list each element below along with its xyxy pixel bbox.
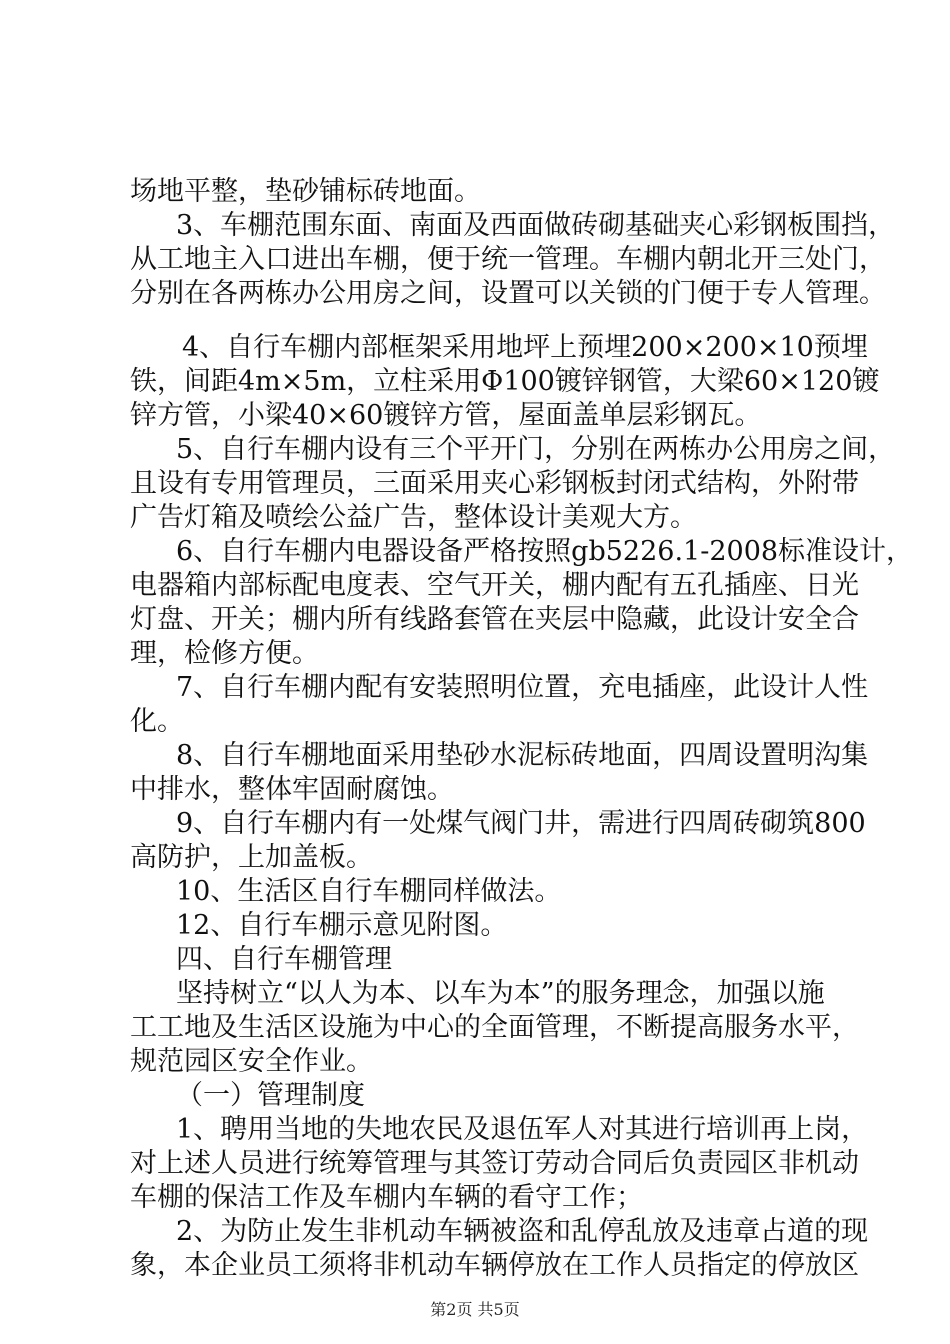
text-line: 且设有专用管理员，三面采用夹心彩钢板封闭式结构，外附带 <box>130 468 859 499</box>
text-line: 12、自行车棚示意见附图。 <box>176 910 508 941</box>
text-line: 化。 <box>130 706 184 737</box>
text-line: 8、自行车棚地面采用垫砂水泥标砖地面，四周设置明沟集 <box>176 740 869 771</box>
text-line: 6、自行车棚内电器设备严格按照gb5226.1-2008标准设计， <box>176 536 914 567</box>
subsection-heading: （一）管理制度 <box>176 1080 365 1111</box>
section-heading: 四、自行车棚管理 <box>176 944 392 975</box>
text-line: 10、生活区自行车棚同样做法。 <box>176 876 562 907</box>
text-line: 9、自行车棚内有一处煤气阀门井，需进行四周砖砌筑800 <box>176 808 866 839</box>
text-line: 灯盘、开关；棚内所有线路套管在夹层中隐藏，此设计安全合 <box>130 604 859 635</box>
text-line: 锌方管，小梁40×60镀锌方管，屋面盖单层彩钢瓦。 <box>130 400 762 431</box>
text-line: 铁，间距4m×5m，立柱采用Φ100镀锌钢管，大梁60×120镀 <box>130 366 880 397</box>
text-line: 从工地主入口进出车棚，便于统一管理。车棚内朝北开三处门， <box>130 244 886 275</box>
text-line: 象，本企业员工须将非机动车辆停放在工作人员指定的停放区 <box>130 1250 859 1281</box>
text-line: 4、自行车棚内部框架采用地坪上预埋200×200×10预埋 <box>182 332 868 363</box>
text-line: 5、自行车棚内设有三个平开门，分别在两栋办公用房之间， <box>176 434 896 465</box>
text-line: 中排水，整体牢固耐腐蚀。 <box>130 774 454 805</box>
text-line: 工工地及生活区设施为中心的全面管理，不断提高服务水平， <box>130 1012 859 1043</box>
text-line: 坚持树立“以人为本、以车为本”的服务理念，加强以施 <box>176 978 825 1009</box>
text-line: 分别在各两栋办公用房之间，设置可以关锁的门便于专人管理。 <box>130 278 886 309</box>
text-line: 1、聘用当地的失地农民及退伍军人对其进行培训再上岗， <box>176 1114 869 1145</box>
text-line: 电器箱内部标配电度表、空气开关，棚内配有五孔插座、日光 <box>130 570 859 601</box>
text-line: 广告灯箱及喷绘公益广告，整体设计美观大方。 <box>130 502 697 533</box>
text-line: 规范园区安全作业。 <box>130 1046 373 1077</box>
text-line: 理，检修方便。 <box>130 638 319 669</box>
text-line: 高防护，上加盖板。 <box>130 842 373 873</box>
text-line: 2、为防止发生非机动车辆被盗和乱停乱放及违章占道的现 <box>176 1216 869 1247</box>
text-line: 7、自行车棚内配有安装照明位置，充电插座，此设计人性 <box>176 672 869 703</box>
page-number: 第2页 共5页 <box>430 1300 520 1319</box>
text-line: 3、车棚范围东面、南面及西面做砖砌基础夹心彩钢板围挡， <box>176 210 896 241</box>
text-line: 场地平整，垫砂铺标砖地面。 <box>130 176 481 207</box>
text-line: 车棚的保洁工作及车棚内车辆的看守工作； <box>130 1182 643 1213</box>
text-line: 对上述人员进行统筹管理与其签订劳动合同后负责园区非机动 <box>130 1148 859 1179</box>
